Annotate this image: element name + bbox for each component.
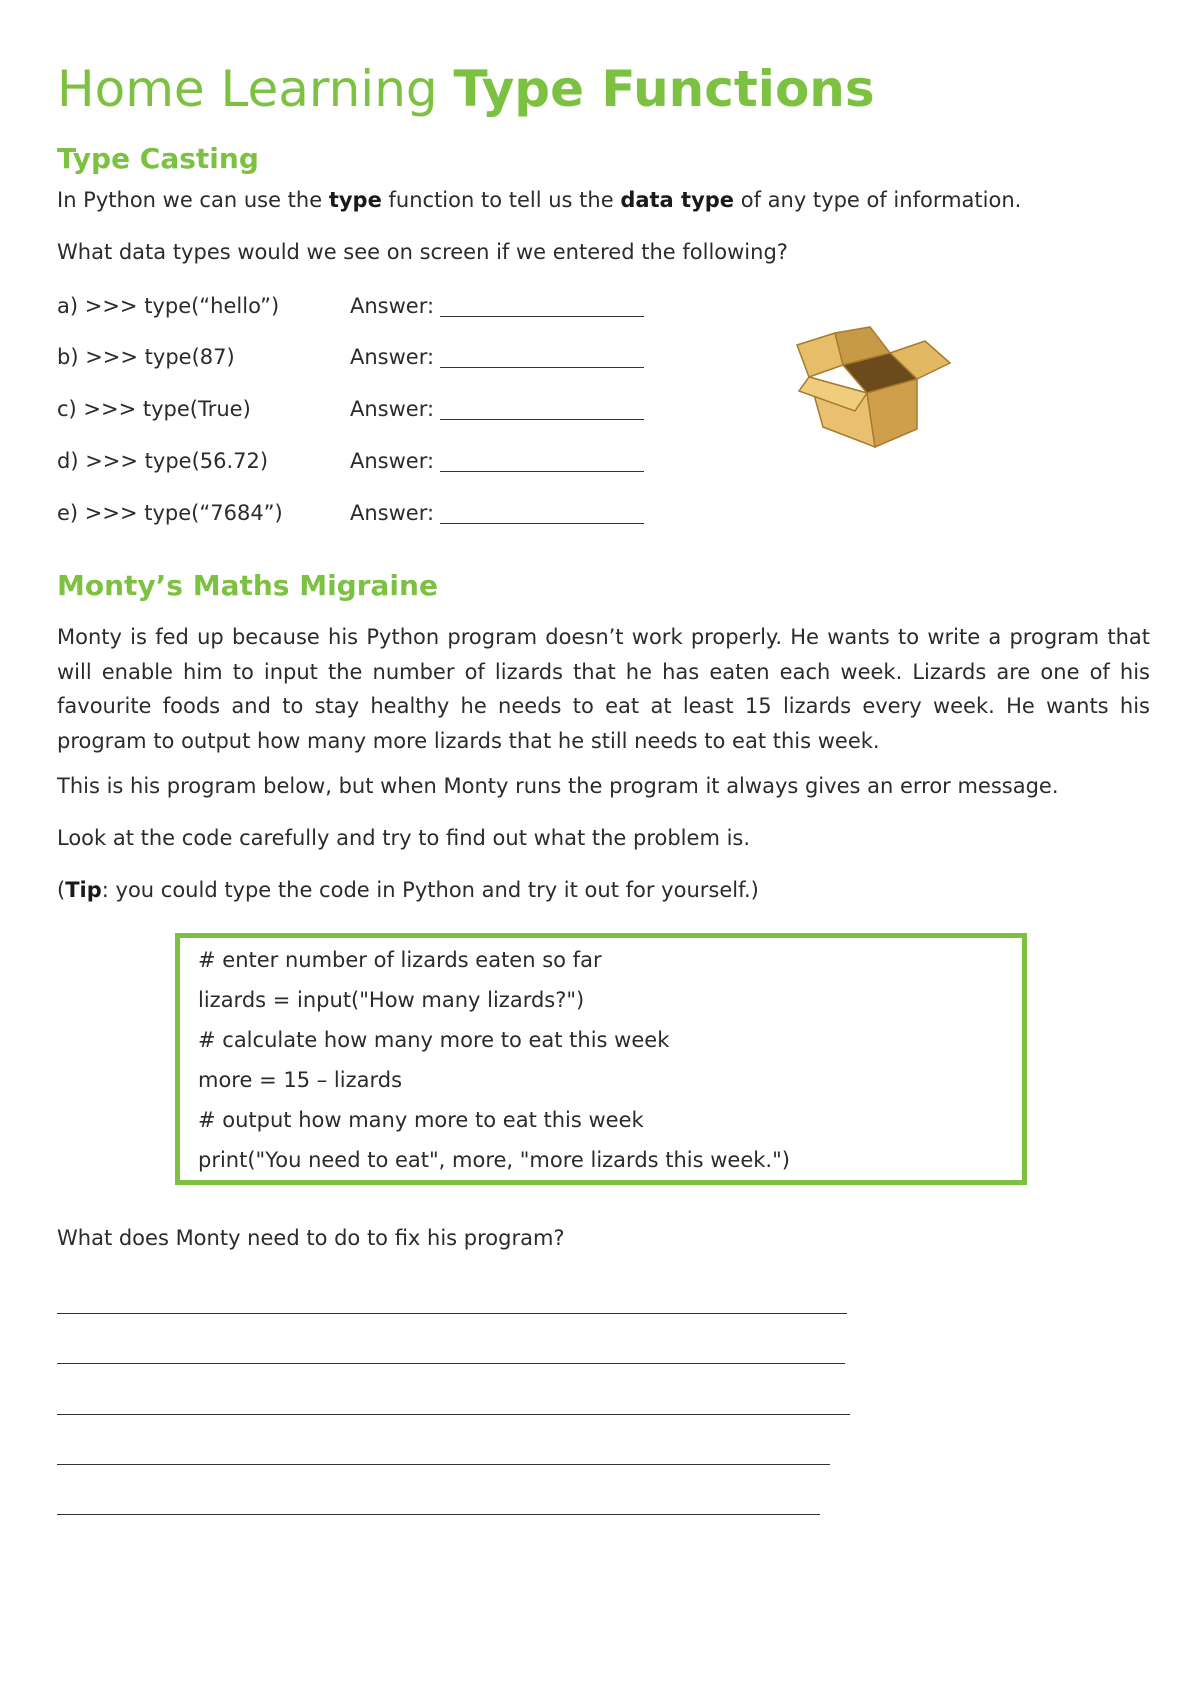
code-box <box>175 933 1027 1185</box>
writing-line[interactable] <box>57 1514 820 1515</box>
answer-label: Answer: <box>350 449 435 473</box>
tip-label: Tip <box>65 878 102 902</box>
type-casting-intro <box>57 188 1021 213</box>
code-line: # enter number of lizards eaten so far <box>198 948 602 972</box>
writing-line[interactable] <box>57 1313 847 1314</box>
answer-line[interactable] <box>440 523 644 524</box>
tip-text: : you could type the code in Python and try it out for yourself.) <box>101 878 759 902</box>
intro-text-2: function to tell us the <box>388 188 614 212</box>
answer-line[interactable] <box>440 419 644 420</box>
answer-line[interactable] <box>440 367 644 368</box>
cardboard-box-illustration <box>795 325 955 455</box>
code-line: lizards = input("How many lizards?") <box>198 988 585 1012</box>
answer-label: Answer: <box>350 397 435 421</box>
writing-line[interactable] <box>57 1464 830 1465</box>
monty-paragraph: Monty is fed up because his Python program doesn’t work properly. He wants to write a program that will enable him to input the number of lizards that he has eaten each week. Lizards are one of his favourite foods and to stay healthy he needs to eat at least 15 lizards every week. He wants his program to output how many more lizards that he still needs to eat this week. <box>57 625 1150 753</box>
intro-keyword-data-type: data type <box>620 188 735 212</box>
tip-open-paren: ( <box>57 878 66 902</box>
tip-paragraph <box>57 878 759 903</box>
answer-label: Answer: <box>350 294 435 318</box>
code-line: print("You need to eat", more, "more lizards this week.") <box>198 1148 790 1172</box>
writing-line[interactable] <box>57 1363 845 1364</box>
title-bold: Type Functions <box>453 60 875 118</box>
question-label: c) >>> type(True) <box>57 397 251 421</box>
question-label: d) >>> type(56.72) <box>57 449 269 473</box>
intro-text-1: In Python we can use the <box>57 188 323 212</box>
type-casting-heading: Type Casting <box>57 142 259 175</box>
intro-keyword-type: type <box>328 188 382 212</box>
intro-text-3: of any type of information. <box>740 188 1022 212</box>
answer-label: Answer: <box>350 345 435 369</box>
type-casting-question: What data types would we see on screen if we entered the following? <box>57 240 788 264</box>
answer-label: Answer: <box>350 501 435 525</box>
monty-paragraph-2: This is his program below, but when Monty runs the program it always gives an error message. <box>57 774 1059 798</box>
question-label: e) >>> type(“7684”) <box>57 501 283 525</box>
code-line: more = 15 – lizards <box>198 1068 403 1092</box>
answer-line[interactable] <box>440 471 644 472</box>
question-label: b) >>> type(87) <box>57 345 235 369</box>
monty-paragraph-3: Look at the code carefully and try to find out what the problem is. <box>57 826 751 850</box>
writing-line[interactable] <box>57 1414 850 1415</box>
question-label: a) >>> type(“hello”) <box>57 294 280 318</box>
answer-line[interactable] <box>440 316 644 317</box>
page-title <box>57 62 875 117</box>
title-light: Home Learning <box>57 60 438 118</box>
code-line: # calculate how many more to eat this week <box>198 1028 670 1052</box>
monty-heading: Monty’s Maths Migraine <box>57 569 438 602</box>
fix-question: What does Monty need to do to fix his program? <box>57 1226 565 1250</box>
code-line: # output how many more to eat this week <box>198 1108 644 1132</box>
